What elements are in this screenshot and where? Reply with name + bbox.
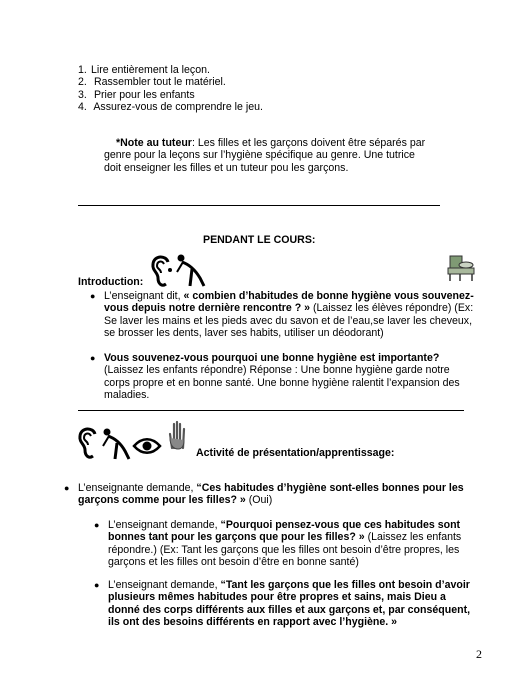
step-item: 1. Lire entièrement la leçon. xyxy=(78,64,210,76)
stretching-person-icon xyxy=(174,252,210,288)
step-item: 3. Prier pour les enfants xyxy=(78,88,195,101)
list-item: ● L’enseignant dit, « combien d’habitudes de bonne hygiène vous souvenez-vous depuis notre dernière rencontre ? » (Laissez les élèves répondre) (Ex: Se laver les mains et les pieds avec du savon et de l’eau,se laver les cheveux, se brosser les dents, laver ses habits, utiliser un déodorant) xyxy=(90,290,474,340)
ear-icon xyxy=(148,254,176,288)
bullet-icon: ● xyxy=(64,483,70,493)
classroom-chair-icon xyxy=(444,254,478,282)
hand-icon xyxy=(166,420,188,450)
bullet-icon: ● xyxy=(90,291,96,301)
stretching-person-icon xyxy=(100,426,134,460)
divider xyxy=(78,205,440,206)
list-item: ● L’enseignant demande, “Pourquoi pensez-vous que ces habitudes sont bonnes tant pour les garçons que pour les filles? » (Laissez les enfants répondre.) (Ex: Tant les garçons que les filles ont besoin d’être propres, les garçons et les filles ont besoin d’être en bonne santé) xyxy=(94,519,462,569)
list-item: ● L’enseignant demande, “Tant les garçons que les filles ont besoin d’avoir plusieurs mêmes habitudes pour être propres et sains, mais Dieu a donné des corps différents aux filles et aux garçons et, par conséquent, ils ont des besoins différents en rapport avec l’hygiène. » xyxy=(94,579,471,629)
step-item: 4. Assurez-vous de comprendre le jeu. xyxy=(78,101,263,114)
step-item: 2. Rassembler tout le matériel. xyxy=(78,76,226,89)
list-item: ● Vous souvenez-vous pourquoi une bonne hygiène est importante? (Laissez les enfants répondre) Réponse : Une bonne hygiène garde notre corps propre et en bonne santé. Une bonne hygiène ralentit l’expansion des maladies. xyxy=(90,352,460,402)
bullet-icon: ● xyxy=(94,520,100,530)
page-number: 2 xyxy=(476,647,482,661)
introduction-heading: Introduction: xyxy=(78,276,144,288)
activity-heading: Activité de présentation/apprentissage: xyxy=(196,447,395,459)
ear-icon xyxy=(76,426,102,460)
bullet-icon: ● xyxy=(90,353,96,363)
divider xyxy=(78,410,464,411)
tutor-note xyxy=(104,137,434,174)
bullet-icon: ● xyxy=(94,580,100,590)
eye-icon xyxy=(132,436,162,456)
tutor-note-text: : Les filles et les garçons doivent être séparés par genre pour la leçons sur l’hygiène spécifique au genre. Une tutrice doit enseigner les filles et un tuteur pou les garçons. xyxy=(104,137,426,174)
list-item: ● L’enseignante demande, “Ces habitudes d’hygiène sont-elles bonnes pour les garçons comme pour les filles? » (Oui) xyxy=(64,482,464,507)
section-heading: PENDANT LE COURS: xyxy=(203,234,316,246)
tutor-note-label: *Note au tuteur xyxy=(116,137,192,149)
preparation-steps xyxy=(78,64,458,114)
